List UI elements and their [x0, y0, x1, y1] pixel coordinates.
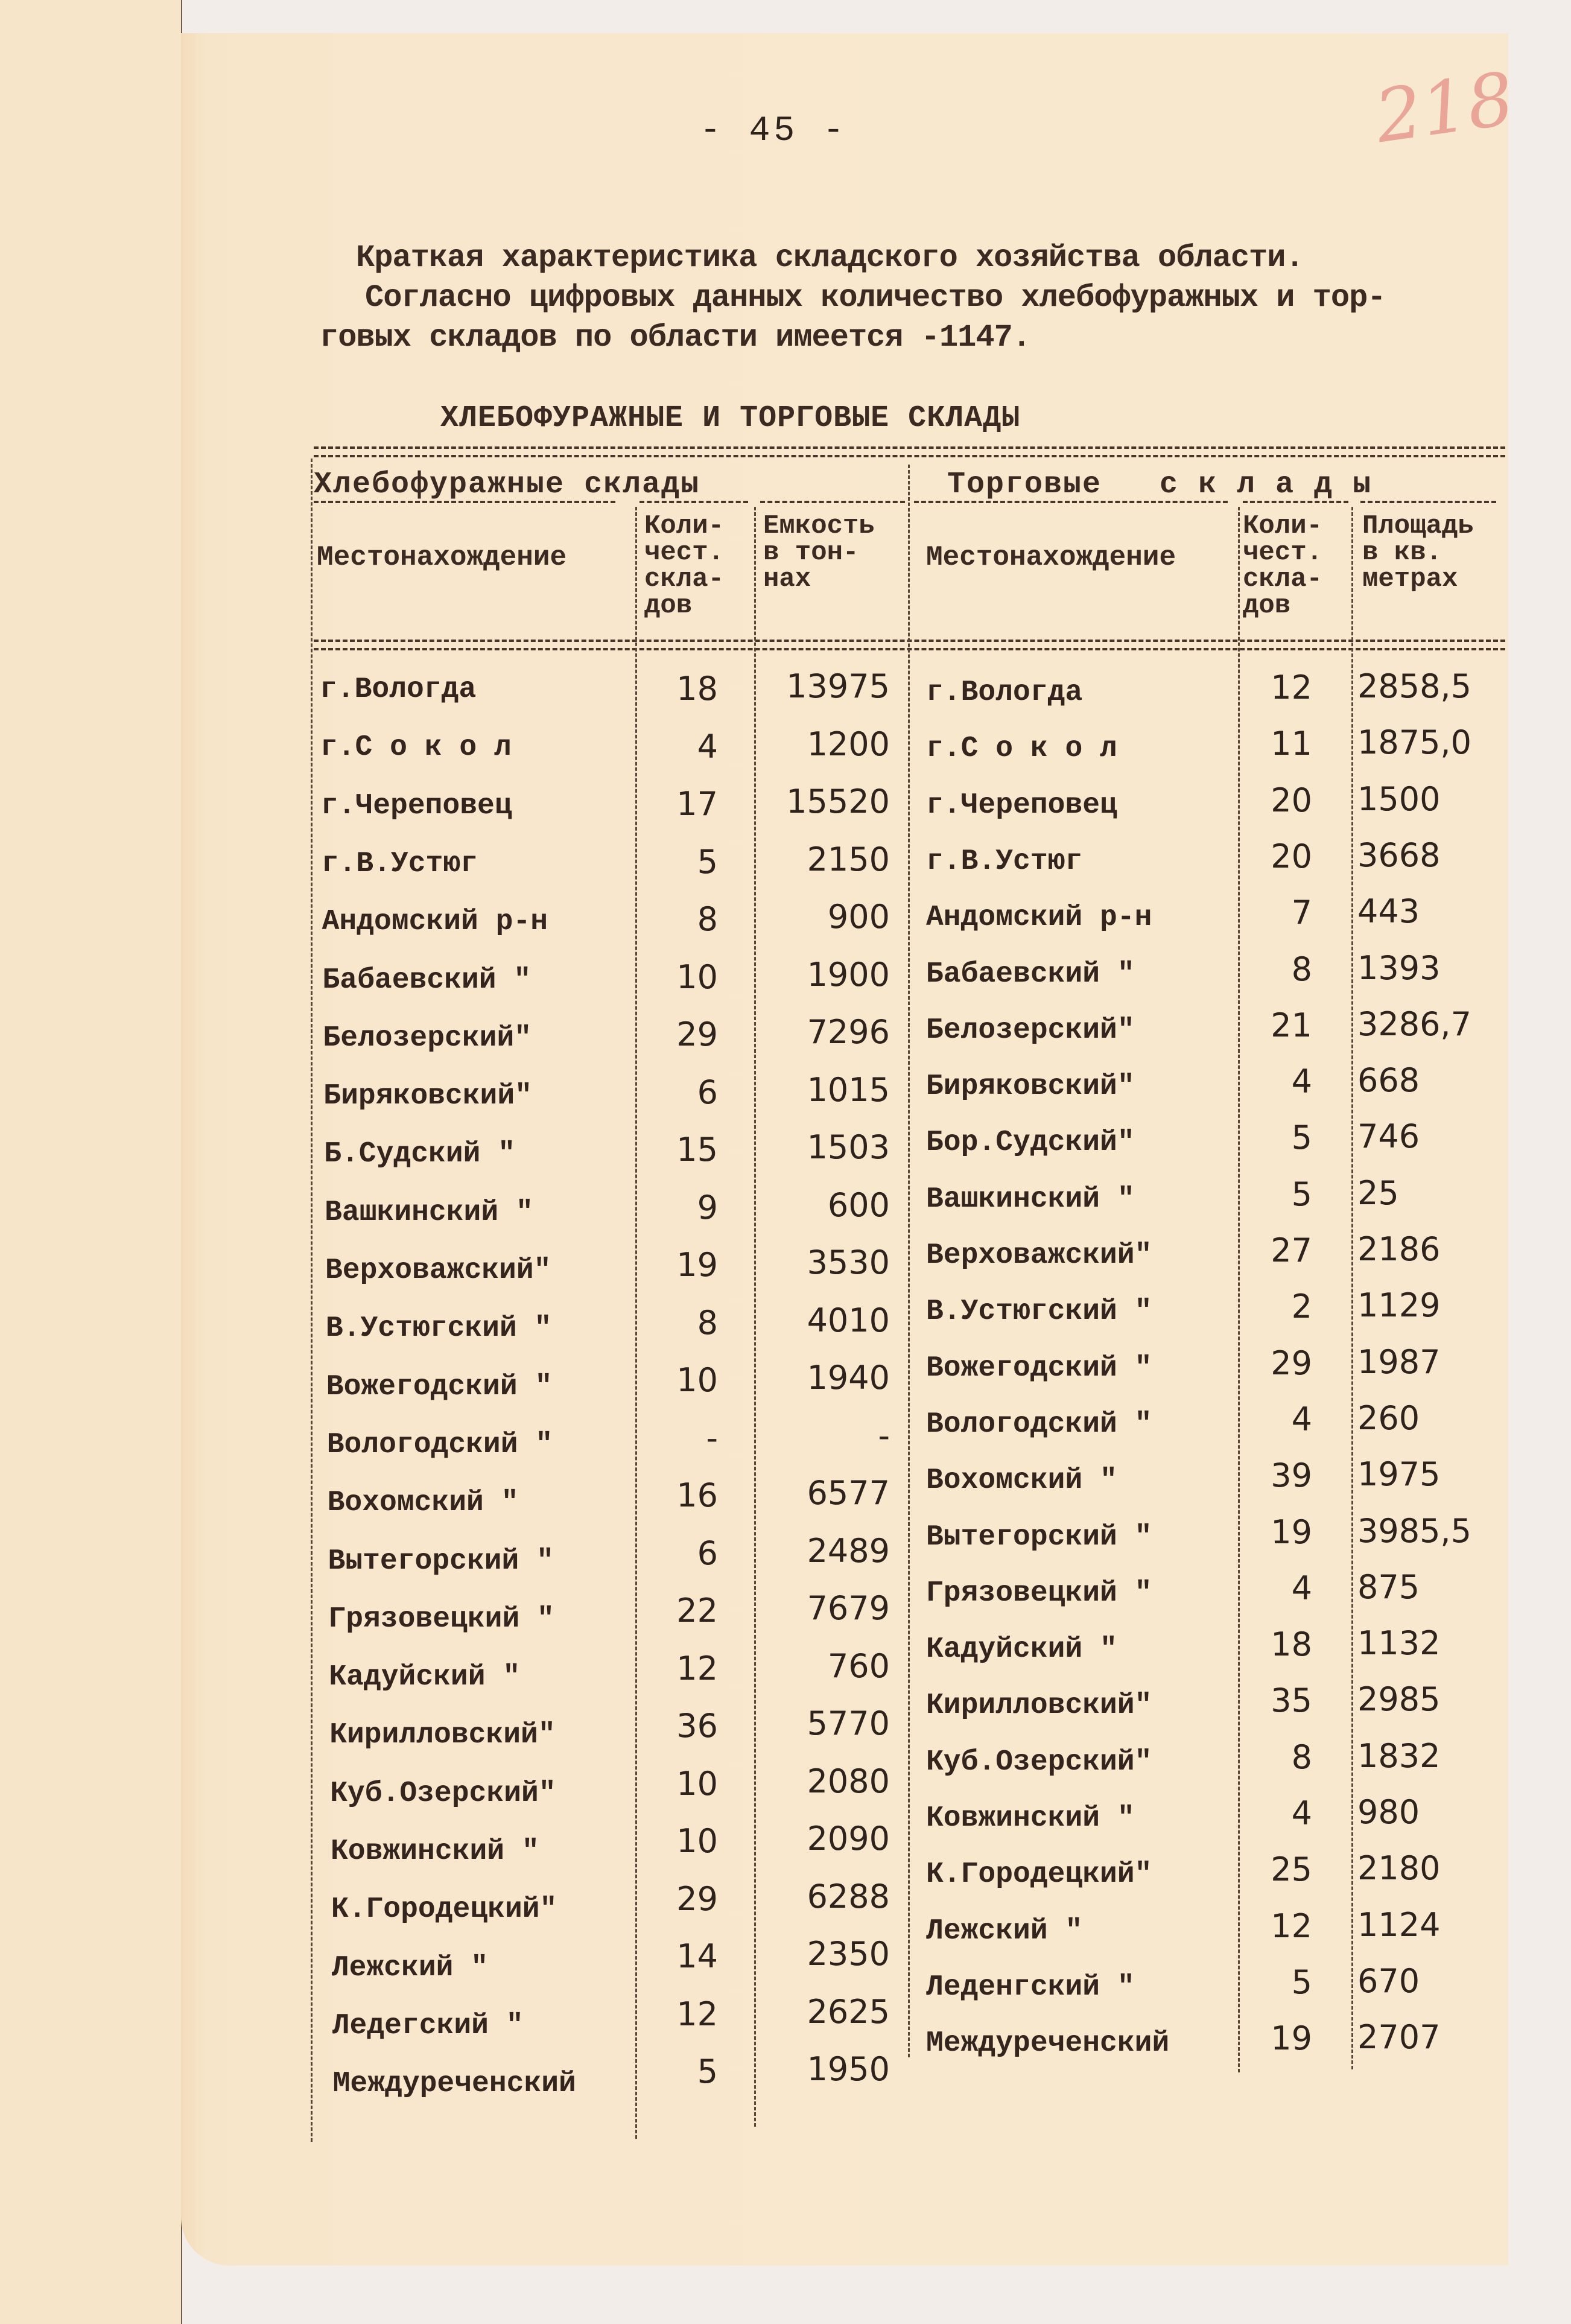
- grain-section-label: Хлебофуражные склады: [314, 468, 700, 502]
- trade-count-cell: 4: [1291, 1569, 1312, 1607]
- grain-count-cell: 19: [676, 1246, 718, 1284]
- trade-count-cell: 8: [1291, 1738, 1312, 1776]
- trade-count-cell: 2: [1291, 1287, 1312, 1326]
- trade-location-cell: г.Череповец: [926, 789, 1117, 822]
- grain-capacity-cell: 1200: [807, 725, 890, 763]
- grain-count-cell: 12: [676, 1995, 718, 2033]
- grain-location-cell: К.Городецкий": [331, 1893, 557, 1926]
- grain-location-cell: Вашкинский ": [325, 1196, 533, 1229]
- page-number: - 45 -: [700, 112, 848, 151]
- grain-capacity-cell: 900: [827, 898, 890, 936]
- grain-capacity-cell: 6577: [807, 1474, 890, 1512]
- trade-count-cell: 5: [1291, 1963, 1312, 2001]
- grain-count-cell: 9: [697, 1188, 718, 1227]
- trade-location-cell: Андомский р-н: [926, 901, 1152, 935]
- trade-area-cell: 746: [1357, 1117, 1420, 1156]
- grain-count-cell: 22: [676, 1592, 718, 1630]
- trade-count-cell: 12: [1271, 668, 1312, 706]
- grain-count-cell: 12: [676, 1649, 718, 1687]
- grain-count-cell: 8: [697, 900, 718, 938]
- grain-location-cell: Вожегодский ": [326, 1370, 553, 1403]
- trade-area-cell: 2707: [1357, 2018, 1441, 2057]
- underline: [314, 501, 615, 503]
- grain-location-cell: Вытегорский ": [328, 1545, 554, 1578]
- grain-capacity-cell: 1940: [807, 1359, 890, 1397]
- trade-count-cell: 4: [1291, 1794, 1312, 1832]
- trade-count-cell: 21: [1271, 1006, 1312, 1044]
- grain-capacity-cell: -: [878, 1416, 890, 1455]
- intro-line-1: Краткая характеристика складского хозяйства области.: [356, 240, 1304, 276]
- grain-capacity-header: Емкость в тон- нах: [763, 511, 875, 594]
- trade-area-cell: 2180: [1357, 1849, 1441, 1888]
- grain-count-cell: 36: [676, 1707, 718, 1745]
- intro-line-2: Согласно цифровых данных количество хлебофуражных и тор-: [365, 280, 1386, 316]
- trade-location-cell: Лежский ": [926, 1914, 1083, 1948]
- trade-area-cell: 2858,5: [1357, 667, 1471, 705]
- grain-location-cell: Биряковский": [323, 1080, 532, 1113]
- trade-area-cell: 3286,7: [1357, 1005, 1471, 1043]
- trade-location-cell: г.В.Устюг: [926, 845, 1083, 878]
- column-divider: [635, 507, 637, 2139]
- table-title: ХЛЕБОФУРАЖНЫЕ И ТОРГОВЫЕ СКЛАДЫ: [440, 401, 1021, 436]
- grain-capacity-cell: 1503: [807, 1128, 890, 1166]
- column-divider: [1238, 507, 1240, 2072]
- trade-count-cell: 27: [1271, 1231, 1312, 1269]
- trade-area-cell: 670: [1357, 1961, 1420, 2000]
- column-divider: [754, 507, 756, 2127]
- grain-count-cell: 5: [697, 2053, 718, 2091]
- grain-count-cell: 16: [676, 1476, 718, 1514]
- trade-area-cell: 1129: [1357, 1286, 1441, 1325]
- grain-location-cell: Ковжинский ": [331, 1835, 539, 1868]
- trade-count-header: Коли- чест. скла- дов: [1243, 511, 1323, 621]
- grain-count-cell: 6: [697, 1073, 718, 1111]
- grain-capacity-cell: 2150: [807, 840, 890, 878]
- grain-capacity-cell: 760: [827, 1646, 890, 1685]
- intro-line-3: говых складов по области имеется -1147.: [320, 320, 1030, 355]
- trade-location-cell: Куб.Озерский": [926, 1745, 1152, 1779]
- archive-sheet-number: 218: [1370, 57, 1519, 160]
- grain-capacity-cell: 1900: [807, 955, 890, 994]
- grain-location-cell: Ледегский ": [332, 2009, 524, 2042]
- grain-capacity-cell: 13975: [786, 667, 890, 705]
- grain-location-cell: Грязовецкий ": [328, 1602, 554, 1636]
- trade-count-cell: 7: [1291, 894, 1312, 932]
- underline: [914, 501, 1228, 503]
- grain-location-cell: г.Череповец: [320, 789, 512, 822]
- grain-count-cell: 18: [676, 670, 718, 708]
- trade-count-cell: 18: [1271, 1625, 1312, 1664]
- trade-area-cell: 25: [1357, 1173, 1399, 1212]
- trade-count-cell: 4: [1291, 1400, 1312, 1438]
- grain-count-cell: 4: [697, 727, 718, 766]
- grain-capacity-cell: 1950: [807, 2050, 890, 2088]
- grain-count-cell: 10: [676, 1764, 718, 1803]
- trade-location-cell: г.С о к о л: [926, 732, 1117, 766]
- trade-location-cell: Вытегорский ": [926, 1520, 1152, 1554]
- trade-area-cell: 1393: [1357, 948, 1441, 987]
- underline: [1360, 501, 1496, 503]
- trade-area-cell: 260: [1357, 1399, 1420, 1437]
- trade-count-cell: 35: [1271, 1681, 1312, 1720]
- previous-page-edge: [0, 0, 182, 2324]
- trade-location-cell: Вожегодский ": [926, 1351, 1152, 1385]
- trade-count-cell: 11: [1271, 725, 1312, 763]
- trade-count-cell: 20: [1271, 837, 1312, 875]
- grain-location-cell: г.Вологда: [320, 673, 477, 706]
- trade-location-header: Местонахождение: [926, 542, 1176, 573]
- trade-area-cell: 1975: [1357, 1455, 1441, 1494]
- trade-area-cell: 1124: [1357, 1905, 1441, 1944]
- grain-location-cell: Междуреченский: [332, 2068, 576, 2101]
- trade-area-cell: 668: [1357, 1061, 1420, 1100]
- grain-capacity-cell: 3530: [807, 1243, 890, 1281]
- underline: [1243, 501, 1348, 503]
- grain-count-cell: 10: [676, 1361, 718, 1399]
- grain-location-cell: В.Устюгский ": [325, 1312, 552, 1345]
- trade-location-cell: Белозерский": [926, 1014, 1135, 1047]
- trade-area-cell: 1832: [1357, 1736, 1441, 1775]
- grain-count-cell: 14: [676, 1937, 718, 1975]
- trade-location-cell: Вашкинский ": [926, 1183, 1135, 1216]
- trade-location-cell: Междуреченский: [926, 2027, 1170, 2060]
- intro-paragraph: [320, 238, 1526, 358]
- trade-count-cell: 8: [1291, 950, 1312, 988]
- trade-location-cell: Ковжинский ": [926, 1802, 1135, 1835]
- trade-location-cell: Бор.Судский": [926, 1126, 1135, 1160]
- grain-location-cell: Вохомский ": [327, 1487, 519, 1520]
- grain-count-header: Коли- чест. скла- дов: [644, 511, 725, 621]
- trade-count-cell: 20: [1271, 781, 1312, 819]
- grain-capacity-cell: 2489: [807, 1531, 890, 1570]
- grain-capacity-cell: 6288: [807, 1877, 890, 1916]
- grain-count-cell: 10: [676, 1822, 718, 1860]
- grain-location-cell: Б.Судский ": [324, 1138, 516, 1171]
- grain-location-cell: Кирилловский": [329, 1719, 556, 1752]
- trade-section-label: Торговые с к л а д ы: [947, 468, 1373, 502]
- trade-location-cell: Биряковский": [926, 1070, 1135, 1103]
- grain-count-cell: -: [706, 1418, 718, 1457]
- grain-capacity-cell: 600: [827, 1186, 890, 1224]
- grain-capacity-cell: 4010: [807, 1301, 890, 1339]
- table-top-rule: [314, 446, 1505, 457]
- grain-location-cell: Куб.Озерский": [330, 1777, 556, 1810]
- grain-location-cell: Вологодский ": [326, 1428, 553, 1461]
- trade-area-cell: 3985,5: [1357, 1511, 1471, 1550]
- table-left-border: [311, 459, 313, 2142]
- underline: [760, 501, 905, 503]
- trade-count-cell: 12: [1271, 1907, 1312, 1945]
- grain-capacity-cell: 2080: [807, 1762, 890, 1800]
- trade-location-cell: Вохомский ": [926, 1464, 1117, 1497]
- trade-location-cell: В.Устюгский ": [926, 1295, 1152, 1329]
- column-divider: [1351, 507, 1353, 2069]
- grain-count-cell: 6: [697, 1534, 718, 1572]
- trade-area-cell: 1500: [1357, 779, 1441, 818]
- trade-area-cell: 1132: [1357, 1624, 1441, 1663]
- trade-count-cell: 5: [1291, 1119, 1312, 1157]
- grain-location-cell: Белозерский": [323, 1021, 532, 1055]
- trade-area-header: Площадь в кв. метрах: [1362, 511, 1474, 594]
- trade-location-cell: Грязовецкий ": [926, 1576, 1152, 1610]
- trade-area-cell: 875: [1357, 1567, 1420, 1606]
- grain-count-cell: 10: [676, 957, 718, 996]
- grain-location-cell: Кадуйский ": [329, 1661, 521, 1694]
- trade-location-cell: Леденгский ": [926, 1970, 1135, 2004]
- grain-capacity-cell: 5770: [807, 1704, 890, 1742]
- grain-count-cell: 15: [676, 1131, 718, 1169]
- grain-capacity-cell: 7296: [807, 1013, 890, 1051]
- underline: [640, 501, 748, 503]
- grain-capacity-cell: 2625: [807, 1992, 890, 2031]
- trade-location-cell: К.Городецкий": [926, 1858, 1152, 1891]
- section-divider: [908, 465, 910, 2057]
- trade-area-cell: 1875,0: [1357, 723, 1471, 762]
- grain-capacity-cell: 7679: [807, 1589, 890, 1627]
- trade-location-cell: Кадуйский ": [926, 1633, 1117, 1666]
- trade-area-cell: 980: [1357, 1793, 1420, 1831]
- trade-count-cell: 25: [1271, 1850, 1312, 1889]
- trade-location-cell: Верховажский": [926, 1239, 1152, 1272]
- trade-count-cell: 29: [1271, 1344, 1312, 1382]
- trade-area-cell: 2985: [1357, 1680, 1441, 1719]
- trade-location-cell: Вологодский ": [926, 1408, 1152, 1441]
- grain-count-cell: 5: [697, 842, 718, 881]
- grain-count-cell: 8: [697, 1303, 718, 1342]
- grain-capacity-cell: 2350: [807, 1935, 890, 1973]
- grain-location-cell: Лежский ": [331, 1951, 489, 1984]
- trade-area-cell: 2186: [1357, 1230, 1441, 1268]
- grain-count-cell: 29: [676, 1015, 718, 1053]
- trade-count-cell: 4: [1291, 1062, 1312, 1101]
- grain-count-cell: 29: [676, 1879, 718, 1918]
- trade-area-cell: 1987: [1357, 1342, 1441, 1381]
- grain-location-cell: Верховажский": [325, 1254, 551, 1287]
- grain-location-cell: г.С о к о л: [320, 731, 512, 764]
- trade-count-cell: 19: [1271, 1513, 1312, 1551]
- trade-location-cell: г.Вологда: [926, 676, 1083, 709]
- trade-location-cell: Бабаевский ": [926, 957, 1135, 991]
- trade-area-cell: 443: [1357, 892, 1420, 931]
- trade-count-cell: 19: [1271, 2019, 1312, 2058]
- grain-capacity-cell: 1015: [807, 1070, 890, 1109]
- grain-count-cell: 17: [676, 785, 718, 823]
- trade-count-cell: 39: [1271, 1456, 1312, 1495]
- trade-location-cell: Кирилловский": [926, 1689, 1152, 1722]
- grain-location-header: Местонахождение: [317, 542, 567, 573]
- grain-location-cell: Андомский р-н: [322, 906, 548, 939]
- grain-capacity-cell: 2090: [807, 1820, 890, 1858]
- grain-location-cell: г.В.Устюг: [321, 847, 478, 880]
- grain-location-cell: Бабаевский ": [322, 964, 532, 997]
- trade-area-cell: 3668: [1357, 836, 1441, 874]
- trade-count-cell: 5: [1291, 1175, 1312, 1213]
- grain-capacity-cell: 15520: [786, 783, 890, 821]
